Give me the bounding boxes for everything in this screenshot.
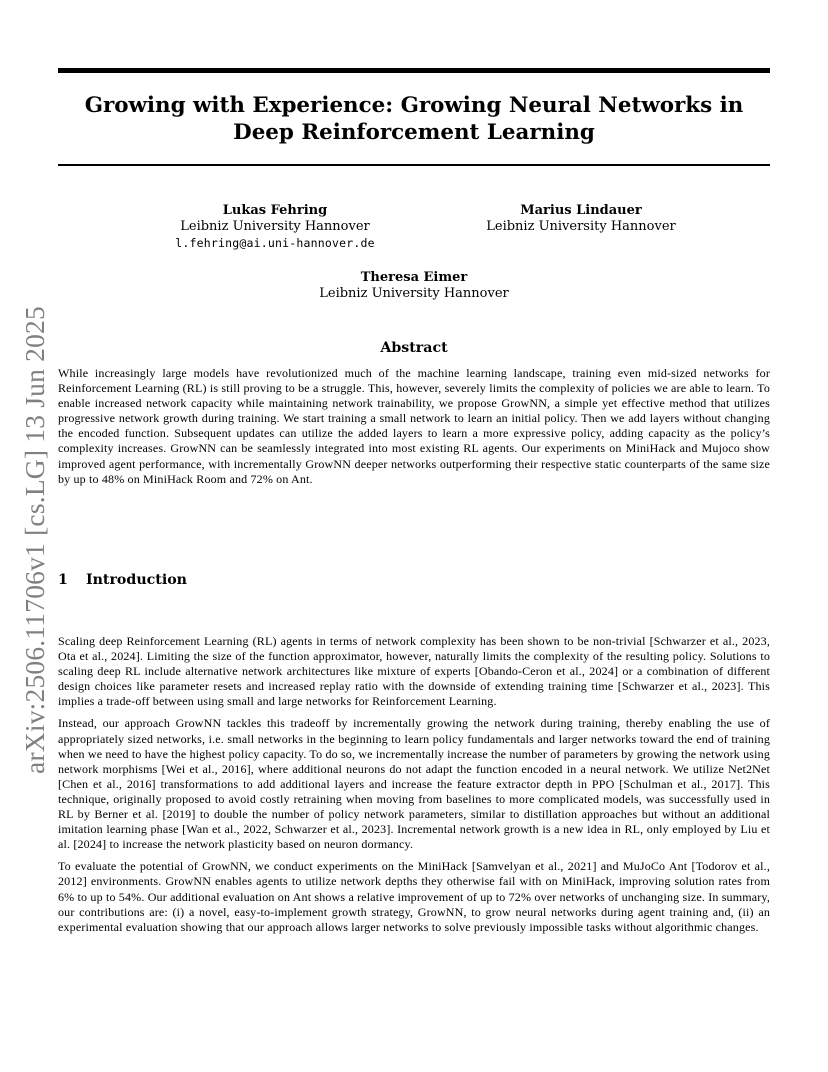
author-block — [470, 203, 692, 235]
body-text — [58, 634, 770, 942]
author-affiliation: Leibniz University Hannover — [486, 219, 676, 234]
title-bottom-rule — [58, 164, 770, 166]
arxiv-identifier: arXiv:2506.11706v1 [cs.LG] 13 Jun 2025 — [19, 306, 50, 774]
section-title: Introduction — [85, 572, 187, 588]
author-block — [280, 270, 548, 302]
section-number: 1 — [58, 572, 68, 588]
paper-title: Growing with Experience: Growing Neural Networks in Deep Reinforcement Learning — [84, 93, 744, 145]
author-affiliation: Leibniz University Hannover — [319, 286, 509, 301]
section-heading — [58, 572, 187, 588]
author-block — [140, 203, 410, 251]
paragraph: To evaluate the potential of GrowNN, we conduct experiments on the MiniHack [Samvelyan et al., 2021] and MuJoCo Ant [Todorov et al., 2012] environments. GrowNN enables agents to utilize network depths they otherwise fail with on MiniHack, improving solution rates from 6% to up to 54%. Our additional evaluation on Ant shows a relative improvement of up to 72% over networks of unchanging size. In summary, our contributions are: (i) a novel, easy-to-implement growth strategy, GrowNN, to grow neural networks during agent training and, (ii) an experimental evaluation showing that our approach allows larger networks to solve previously impossible tasks without algorithmic changes. — [58, 859, 770, 934]
abstract-text: While increasingly large models have revolutionized much of the machine learning landscape, training even mid-sized networks for Reinforcement Learning (RL) is still proving to be a struggle. This, however, severely limits the complexity of policies we are able to learn. To enable increased network capacity while maintaining network trainability, we propose GrowNN, a simple yet effective method that utilizes progressive network growth during training. We start training a small network to learn an initial policy. Then we add layers without changing the encoded function. Subsequent updates can utilize the added layers to learn a more expressive policy, adding capacity as the policy’s complexity increases. GrowNN can be seamlessly integrated into most existing RL agents. Our experiments on MiniHack and Mujoco show improved agent performance, with incrementally GrowNN deeper networks outperforming their respective static counterparts of the same size by up to 48% on MiniHack Room and 72% on Ant. — [58, 366, 770, 486]
abstract-heading: Abstract — [380, 340, 448, 356]
author-affiliation: Leibniz University Hannover — [180, 219, 370, 234]
author-name: Theresa Eimer — [360, 270, 468, 285]
author-email: l.fehring@ai.uni-hannover.de — [175, 236, 375, 250]
paragraph: Instead, our approach GrowNN tackles this tradeoff by incrementally growing the network during training, thereby enabling the use of appropriately sized networks, i.e. small networks in the beginning to learn policy fundamentals and larger networks toward the end of training when we need to have the highest policy capacity. To do so, we incrementally increase the number of parameters by growing the network using network morphisms [Wei et al., 2016], where additional neurons do not adapt the function encoded in a neural network. We utilize Net2Net [Chen et al., 2016] transformations to add additional layers and increase the feature extractor depth in PPO [Schulman et al., 2017]. This technique, originally proposed to avoid costly retraining when moving from baselines to more complicated models, was successfully used in RL by Berner et al. [2019] to double the number of policy network parameters, similar to distillation approaches but without an additional imitation learning phase [Wan et al., 2022, Schwarzer et al., 2023]. Incremental network growth is a new idea in RL, only employed by Liu et al. [2024] to increase the network plasticity based on neuron dormancy. — [58, 716, 770, 852]
author-name: Marius Lindauer — [520, 203, 642, 218]
paragraph: Scaling deep Reinforcement Learning (RL) agents in terms of network complexity has been shown to be non-trivial [Schwarzer et al., 2023, Ota et al., 2024]. Limiting the size of the function approximator, however, naturally limits the complexity of the resulting policy. Solutions to scaling deep RL include alternative network architectures like mixture of experts [Obando-Ceron et al., 2024] or a combination of different design choices like parameter resets and increased replay ratio with the downside of extending training time [Schwarzer et al., 2023]. This implies a trade-off between using small and large networks for Reinforcement Learning. — [58, 634, 770, 709]
author-name: Lukas Fehring — [222, 203, 328, 218]
top-rule — [58, 68, 770, 73]
